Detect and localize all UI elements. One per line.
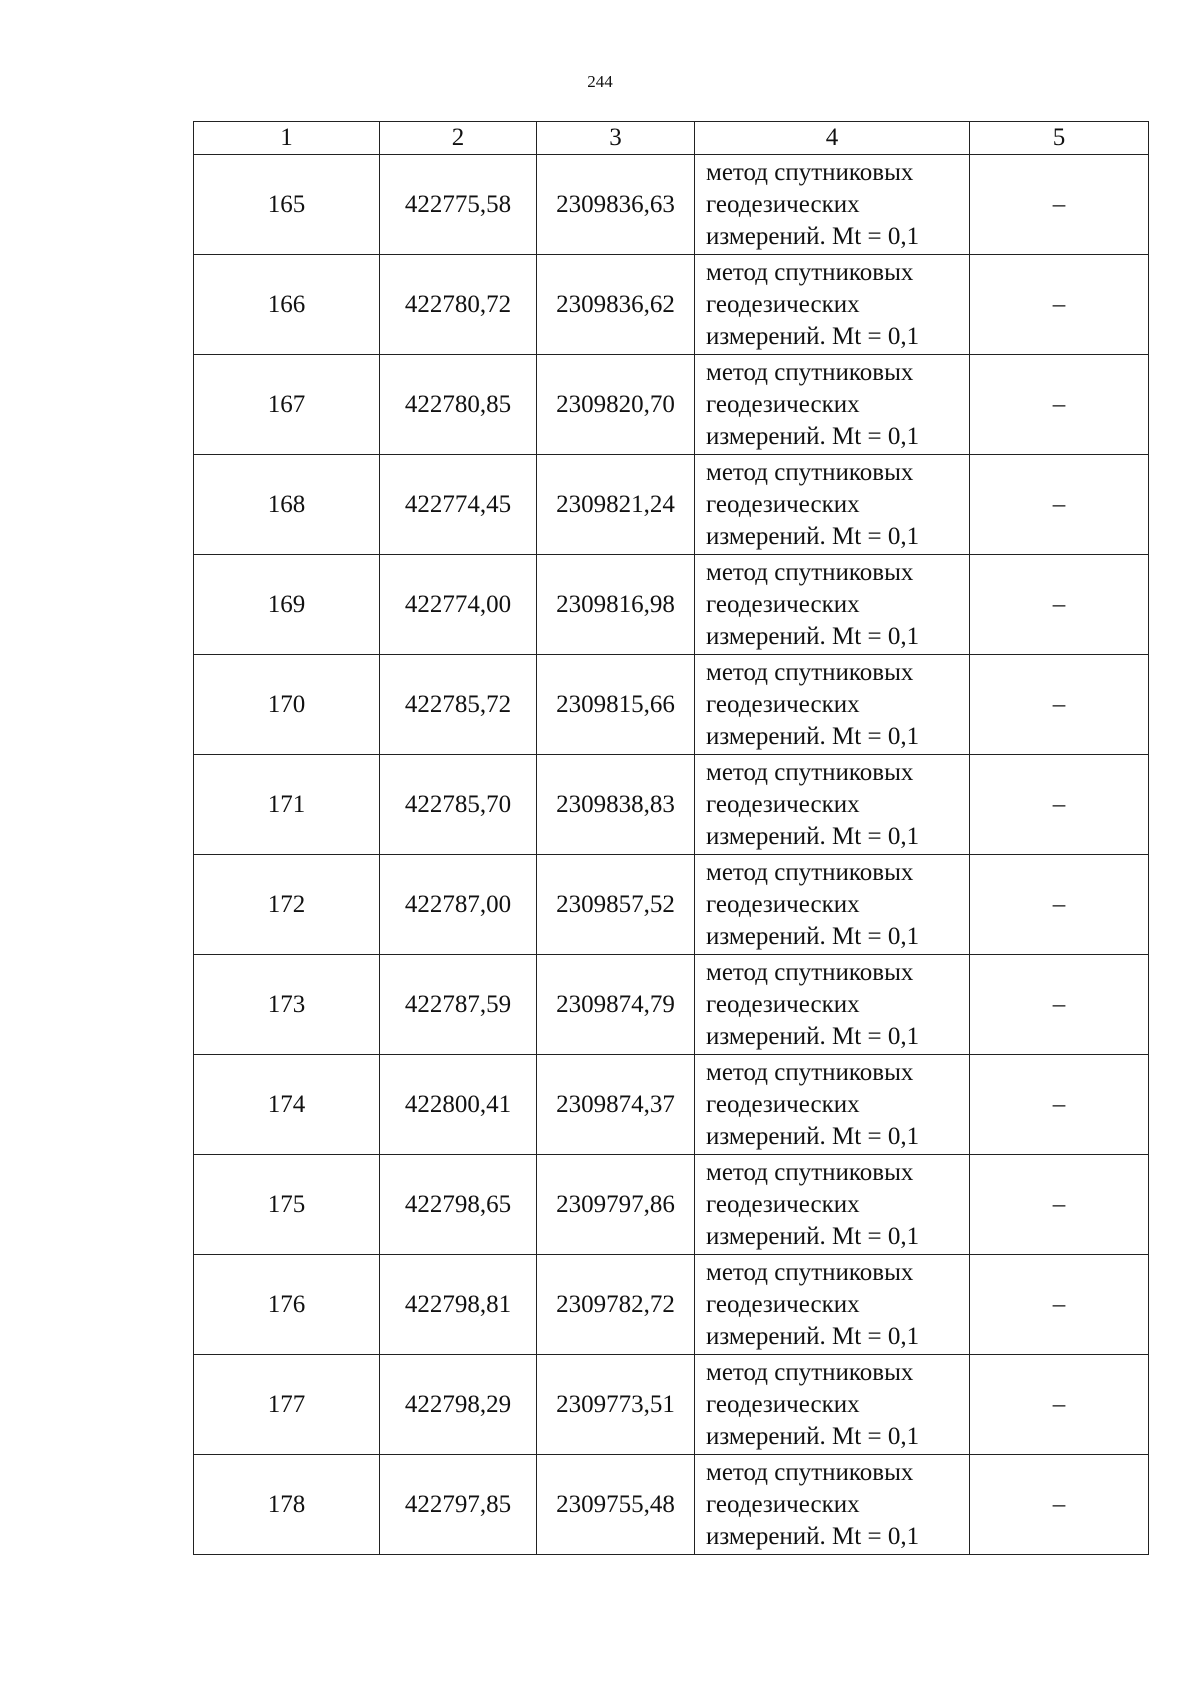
point-number-cell: 167 [194,355,380,455]
note-cell: – [970,855,1149,955]
method-text-line: геодезических [706,1490,860,1518]
x-coordinate-cell: 422785,70 [380,755,537,855]
y-coordinate-cell: 2309797,86 [537,1155,695,1255]
x-coordinate-cell: 422798,29 [380,1355,537,1455]
method-text-line: метод спутниковых [706,458,914,486]
method-cell [695,955,970,1055]
method-cell [695,255,970,355]
method-text-line: измерений. Mt = 0,1 [706,922,920,950]
table-row [194,855,1149,955]
method-text-line: измерений. Mt = 0,1 [706,822,920,850]
point-number-cell: 165 [194,155,380,255]
point-number-cell: 169 [194,555,380,655]
method-text-line: метод спутниковых [706,1258,914,1286]
note-cell: – [970,255,1149,355]
method-cell [695,1255,970,1355]
table-row [194,1155,1149,1255]
y-coordinate-cell: 2309857,52 [537,855,695,955]
method-text-line: измерений. Mt = 0,1 [706,322,920,350]
point-number-cell: 173 [194,955,380,1055]
header-col-2: 2 [380,122,537,155]
note-cell: – [970,1055,1149,1155]
note-cell: – [970,955,1149,1055]
x-coordinate-cell: 422785,72 [380,655,537,755]
method-cell [695,1355,970,1455]
point-number-cell: 168 [194,455,380,555]
table-row [194,555,1149,655]
method-text-line: метод спутниковых [706,358,914,386]
point-number-cell: 171 [194,755,380,855]
method-cell [695,855,970,955]
method-text-line: геодезических [706,290,860,318]
method-text-line: метод спутниковых [706,958,914,986]
method-text-line: метод спутниковых [706,558,914,586]
method-text-line: геодезических [706,490,860,518]
method-text-line: измерений. Mt = 0,1 [706,1022,920,1050]
note-cell: – [970,355,1149,455]
method-cell [695,1055,970,1155]
method-text-line: измерений. Mt = 0,1 [706,1422,920,1450]
table-row [194,755,1149,855]
point-number-cell: 172 [194,855,380,955]
method-text-line: геодезических [706,690,860,718]
method-text-line: измерений. Mt = 0,1 [706,422,920,450]
coordinates-table [193,121,1149,1555]
table-row [194,455,1149,555]
method-text-line: геодезических [706,1190,860,1218]
point-number-cell: 177 [194,1355,380,1455]
method-cell [695,355,970,455]
method-text-line: метод спутниковых [706,858,914,886]
point-number-cell: 170 [194,655,380,755]
method-text-line: измерений. Mt = 0,1 [706,722,920,750]
method-text-line: измерений. Mt = 0,1 [706,1322,920,1350]
method-text-line: метод спутниковых [706,1158,914,1186]
table-header-row [194,122,1149,155]
table-row [194,1255,1149,1355]
method-text-line: геодезических [706,1290,860,1318]
method-text-line: измерений. Mt = 0,1 [706,222,920,250]
table-body [194,155,1149,1555]
x-coordinate-cell: 422798,65 [380,1155,537,1255]
note-cell: – [970,555,1149,655]
method-text-line: геодезических [706,1090,860,1118]
method-text-line: геодезических [706,990,860,1018]
note-cell: – [970,1355,1149,1455]
method-text-line: геодезических [706,890,860,918]
table-row [194,955,1149,1055]
x-coordinate-cell: 422787,00 [380,855,537,955]
y-coordinate-cell: 2309816,98 [537,555,695,655]
point-number-cell: 166 [194,255,380,355]
method-text-line: измерений. Mt = 0,1 [706,1222,920,1250]
header-col-1: 1 [194,122,380,155]
method-text-line: метод спутниковых [706,158,914,186]
y-coordinate-cell: 2309836,62 [537,255,695,355]
method-text-line: метод спутниковых [706,1058,914,1086]
x-coordinate-cell: 422774,45 [380,455,537,555]
method-text-line: измерений. Mt = 0,1 [706,522,920,550]
method-text-line: метод спутниковых [706,758,914,786]
note-cell: – [970,1255,1149,1355]
y-coordinate-cell: 2309755,48 [537,1455,695,1555]
method-cell [695,555,970,655]
y-coordinate-cell: 2309836,63 [537,155,695,255]
method-cell [695,155,970,255]
table-row [194,155,1149,255]
method-text-line: измерений. Mt = 0,1 [706,1122,920,1150]
method-cell [695,455,970,555]
y-coordinate-cell: 2309874,37 [537,1055,695,1155]
x-coordinate-cell: 422797,85 [380,1455,537,1555]
note-cell: – [970,1155,1149,1255]
point-number-cell: 176 [194,1255,380,1355]
point-number-cell: 175 [194,1155,380,1255]
table-row [194,655,1149,755]
method-text-line: геодезических [706,790,860,818]
y-coordinate-cell: 2309821,24 [537,455,695,555]
x-coordinate-cell: 422787,59 [380,955,537,1055]
method-text-line: метод спутниковых [706,1358,914,1386]
y-coordinate-cell: 2309820,70 [537,355,695,455]
method-text-line: измерений. Mt = 0,1 [706,622,920,650]
note-cell: – [970,655,1149,755]
header-col-4: 4 [695,122,970,155]
table-row [194,1455,1149,1555]
method-text-line: метод спутниковых [706,258,914,286]
point-number-cell: 174 [194,1055,380,1155]
x-coordinate-cell: 422780,72 [380,255,537,355]
method-text-line: метод спутниковых [706,658,914,686]
method-text-line: геодезических [706,190,860,218]
method-text-line: измерений. Mt = 0,1 [706,1522,920,1550]
y-coordinate-cell: 2309773,51 [537,1355,695,1455]
note-cell: – [970,155,1149,255]
y-coordinate-cell: 2309815,66 [537,655,695,755]
x-coordinate-cell: 422798,81 [380,1255,537,1355]
method-cell [695,655,970,755]
header-col-3: 3 [537,122,695,155]
table-row [194,355,1149,455]
note-cell: – [970,1455,1149,1555]
header-col-5: 5 [970,122,1149,155]
method-text-line: геодезических [706,1390,860,1418]
x-coordinate-cell: 422774,00 [380,555,537,655]
method-cell [695,1155,970,1255]
method-cell [695,755,970,855]
x-coordinate-cell: 422800,41 [380,1055,537,1155]
table-row [194,1055,1149,1155]
y-coordinate-cell: 2309782,72 [537,1255,695,1355]
method-cell [695,1455,970,1555]
note-cell: – [970,755,1149,855]
point-number-cell: 178 [194,1455,380,1555]
table-row [194,1355,1149,1455]
table-row [194,255,1149,355]
y-coordinate-cell: 2309838,83 [537,755,695,855]
y-coordinate-cell: 2309874,79 [537,955,695,1055]
method-text-line: метод спутниковых [706,1458,914,1486]
x-coordinate-cell: 422775,58 [380,155,537,255]
note-cell: – [970,455,1149,555]
method-text-line: геодезических [706,590,860,618]
page-number: 244 [587,72,613,91]
method-text-line: геодезических [706,390,860,418]
x-coordinate-cell: 422780,85 [380,355,537,455]
